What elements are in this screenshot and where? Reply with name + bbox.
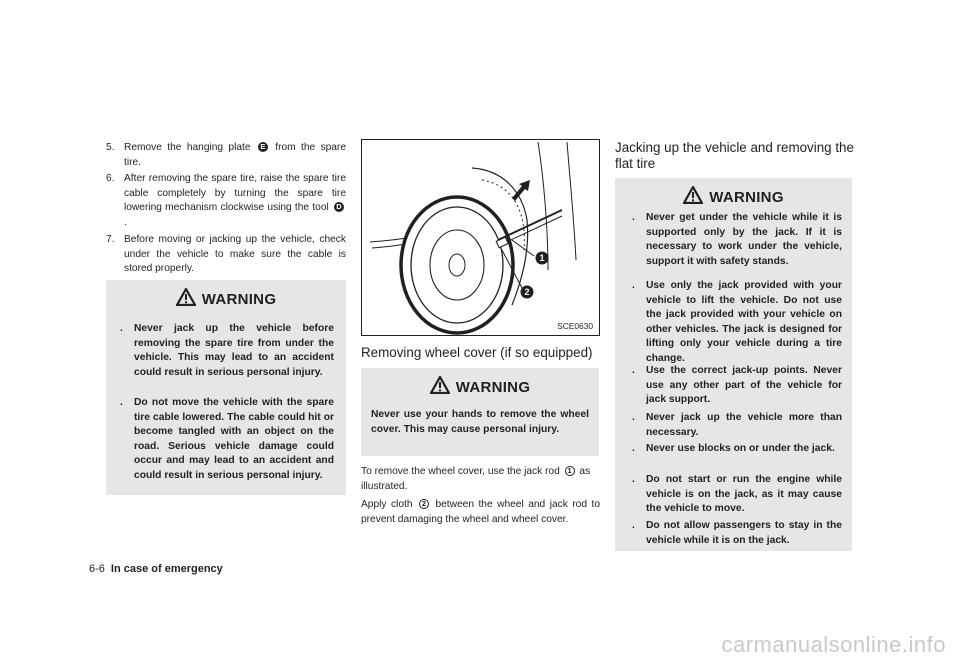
step-text: Before moving or jacking up the vehicle, check under the vehicle to make sure the cable is stored properly. xyxy=(124,234,346,275)
step-number: 5. xyxy=(106,142,115,153)
warning-header xyxy=(615,186,852,207)
step-6 xyxy=(106,172,346,230)
warning-triangle-icon xyxy=(683,186,703,204)
section-title: In case of emergency xyxy=(110,563,223,575)
step-7 xyxy=(106,233,346,277)
warning-header xyxy=(361,376,599,397)
warning-item: . Never use blocks on or under the jack. xyxy=(632,443,835,454)
callout-1-label: 1 xyxy=(539,253,545,263)
marker-e-icon: E xyxy=(258,142,268,152)
warning-title: WARNING xyxy=(455,379,531,396)
callout-2-label: 2 xyxy=(524,287,530,297)
step-text: After removing the spare tire, raise the spare tire cable completely by turning the spare tire lowering mechanism clockwise using the tool D. xyxy=(124,173,346,228)
warning-box-jacking xyxy=(615,178,852,551)
warning-box-spare-tire xyxy=(106,280,346,495)
warning-item: . Use only the jack provided with your vehicle to lift the vehicle. Do not use the jack provided with your vehicle on other vehicles. The jack is designed for lifting only your vehicle during a tire change. xyxy=(632,280,842,364)
step-number: 7. xyxy=(106,234,115,245)
marker-d-icon: D xyxy=(334,202,344,212)
page-footer xyxy=(89,563,223,575)
figure-code: SCE0630 xyxy=(557,321,593,331)
warning-triangle-icon xyxy=(176,288,196,306)
wheel-cover-illustration xyxy=(361,139,600,336)
warning-item: . Never get under the vehicle while it is supported only by the jack. If it is necessary to work under the vehicle, support it with safety stands. xyxy=(632,212,842,267)
warning-item: . Do not allow passengers to stay in the vehicle while it is on the jack. xyxy=(632,520,842,546)
marker-2-icon: 2 xyxy=(419,499,429,509)
heading-jacking-up: Jacking up the vehicle and removing the flat tire xyxy=(615,140,854,171)
heading-removing-wheel-cover: Removing wheel cover (if so equipped) xyxy=(361,345,593,360)
warning-text: Never use your hands to remove the wheel cover. This may cause personal injury. xyxy=(371,409,589,435)
warning-item: . Never jack up the vehicle more than necessary. xyxy=(632,412,842,438)
warning-title: WARNING xyxy=(709,189,784,206)
paragraph-jack-rod: To remove the wheel cover, use the jack rod 1 as illustrated. xyxy=(361,466,591,492)
wheel-cover-drawing xyxy=(362,140,599,335)
step-number: 6. xyxy=(106,173,115,184)
paragraph-apply-cloth: Apply cloth 2 between the wheel and jack rod to prevent damaging the wheel and wheel cover. xyxy=(361,499,600,525)
warning-item: . Never jack up the vehicle before removing the spare tire from under the vehicle. This may lead to an accident could result in serious personal injury. xyxy=(120,323,334,378)
warning-item: . Do not move the vehicle with the spare tire cable lowered. The cable could hit or become tangled with an object on the road. Serious vehicle damage could occur and may lead to an accident and could result in serious personal injury. xyxy=(120,397,334,481)
marker-1-icon: 1 xyxy=(565,466,575,476)
warning-item: . Use the correct jack-up points. Never use any other part of the vehicle for jack support. xyxy=(632,365,842,406)
warning-title: WARNING xyxy=(201,291,277,308)
page-number: 6-6 xyxy=(89,563,105,575)
watermark-text: carmanualsonline.info xyxy=(721,632,946,657)
step-text: Remove the hanging plate E from the spare tire. xyxy=(124,142,346,168)
warning-box-wheel-cover xyxy=(361,368,599,456)
warning-item: . Do not start or run the engine while vehicle is on the jack, as it may cause the vehicle to move. xyxy=(632,474,842,515)
step-5 xyxy=(106,141,346,170)
warning-triangle-icon xyxy=(430,376,450,394)
warning-header xyxy=(106,288,346,309)
